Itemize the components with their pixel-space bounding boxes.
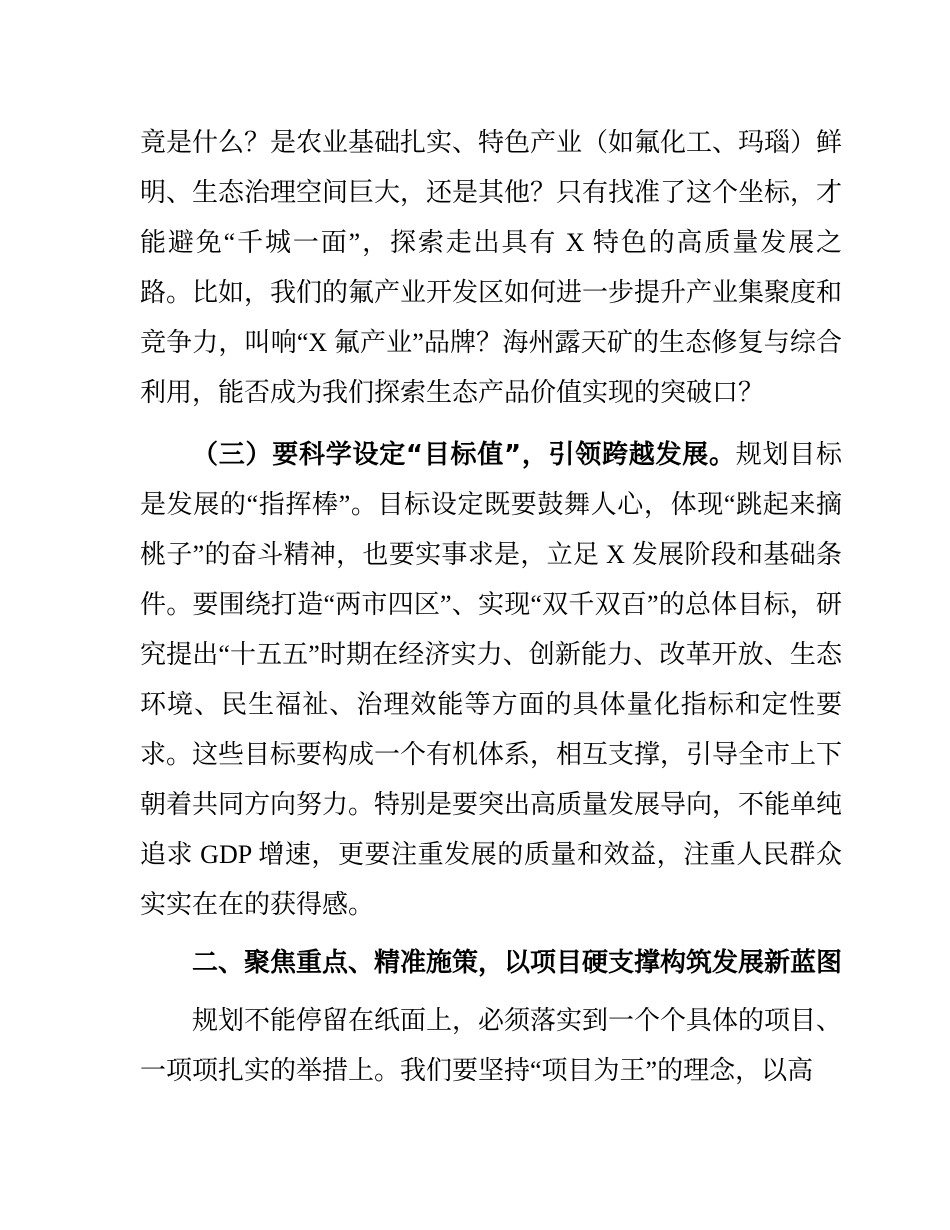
section-two-heading: 二、聚焦重点、精准施策，以项目硬支撑构筑发展新蓝图 — [192, 948, 843, 978]
document-content — [140, 0, 842, 1096]
section-three-body-text: 规划目标是发展的“指挥棒”。目标设定既要鼓舞人心，体现“跳起来摘桃子”的奋斗精神，也要实事求是，立足 X 发展阶段和基础条件。要围绕打造“两市四区”、实现“双千双百”的总体目标，研究提出“十五五”时期在经济实力、创新能力、改革开放、生态环境、民生福祉、治理效能等方面的具体量化指标和定性要求。这些目标要构成一个有机体系，相互支撑，引导全市上下朝着共同方向努力。特别是要突出高质量发展导向，不能单纯追求 GDP 增速，更要注重发展的质量和效益，注重人民群众实实在在的获得感。 — [140, 440, 843, 919]
paragraph-continuation: 竟是什么？是农业基础扎实、特色产业（如氟化工、玛瑙）鲜明、生态治理空间巨大，还是其他？只有找准了这个坐标，才能避免“千城一面”，探索走出具有 X 特色的高质量发展之路。比如，我们的氟产业开发区如何进一步提升产业集聚度和竞争力，叫响“X 氟产业”品牌？海州露天矿的生态修复与综合利用，能否成为我们探索生态产品价值实现的突破口？ — [140, 128, 843, 407]
section-three-heading: （三）要科学设定“目标值”，引领跨越发展。 — [192, 440, 736, 470]
paragraph-section-three — [140, 430, 842, 930]
paragraph-projects: 规划不能停留在纸面上，必须落实到一个个具体的项目、一项项扎实的举措上。我们要坚持“项目为王”的理念，以高 — [140, 1006, 843, 1085]
